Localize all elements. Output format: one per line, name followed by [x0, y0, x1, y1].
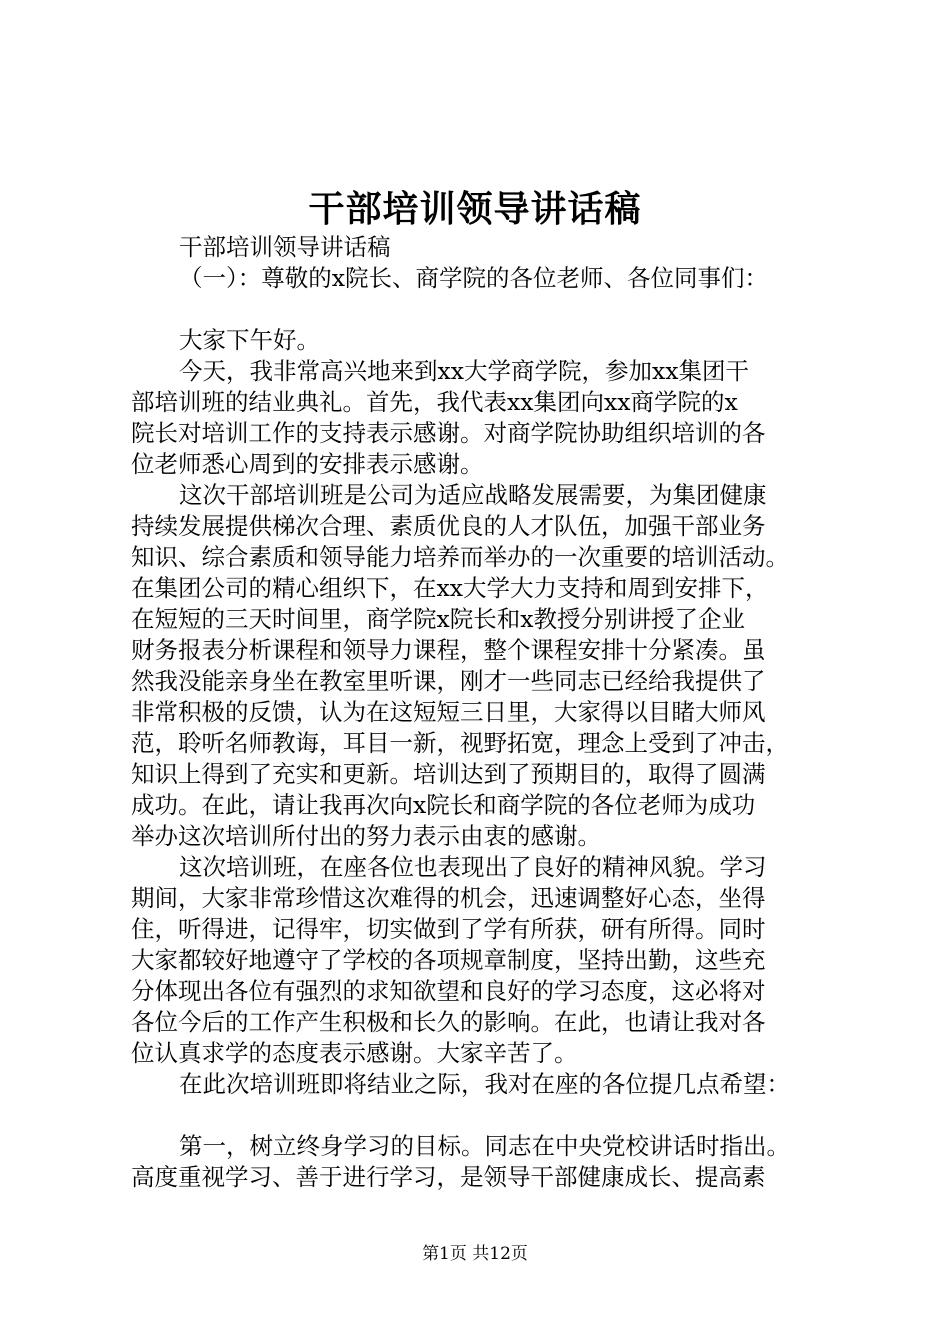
text-line: 在短短的三天时间里，商学院x院长和x教授分别讲授了企业 — [131, 605, 746, 633]
text-line: 知识上得到了充实和更新。培训达到了预期目的，取得了圆满 — [131, 760, 766, 788]
text-line: 范，聆听名师教诲，耳目一新，视野拓宽，理念上受到了冲击， — [131, 729, 789, 757]
text-line: 举办这次培训所付出的努力表示由衷的感谢。 — [131, 822, 601, 850]
text-line: 大家都较好地遵守了学校的各项规章制度，坚持出勤，这些充 — [131, 946, 766, 974]
text-line: 财务报表分析课程和领导力课程，整个课程安排十分紧凑。虽 — [131, 636, 766, 664]
text-line: 各位今后的工作产生积极和长久的影响。在此，也请让我对各 — [131, 1008, 766, 1036]
greeting: 大家下午好。 — [179, 326, 320, 354]
text-line: 这次培训班，在座各位也表现出了良好的精神风貌。学习 — [179, 853, 767, 881]
paragraph-gap — [131, 1100, 843, 1131]
text-line: 位认真求学的态度表示感谢。大家辛苦了。 — [131, 1039, 578, 1067]
document-title: 干部培训领导讲话稿 — [308, 188, 642, 230]
text-line: 院长对培训工作的支持表示感谢。对商学院协助组织培训的各 — [131, 419, 766, 447]
text-line: 住，听得进，记得牢，切实做到了学有所获，研有所得。同时 — [131, 915, 766, 943]
text-line: 知识、综合素质和领导能力培养而举办的一次重要的培训活动。 — [131, 543, 789, 571]
text-line: 第一，树立终身学习的目标。同志在中央党校讲话时指出。 — [179, 1132, 790, 1160]
text-line: 部培训班的结业典礼。首先，我代表xx集团向xx商学院的x — [131, 388, 738, 416]
text-line: 期间，大家非常珍惜这次难得的机会，迅速调整好心态，坐得 — [131, 884, 766, 912]
subtitle: 干部培训领导讲话稿 — [179, 233, 391, 261]
text-line: 在此次培训班即将结业之际，我对在座的各位提几点希望： — [179, 1070, 790, 1098]
text-line: 然我没能亲身坐在教室里听课，刚才一些同志已经给我提供了 — [131, 667, 766, 695]
text-line: 成功。在此，请让我再次向x院长和商学院的各位老师为成功 — [131, 791, 756, 819]
text-line: 持续发展提供梯次合理、素质优良的人才队伍，加强干部业务 — [131, 512, 766, 540]
text-line: 非常积极的反馈，认为在这短短三日里，大家得以目睹大师风 — [131, 698, 766, 726]
salutation: （一）：尊敬的x院长、商学院的各位老师、各位同事们： — [179, 264, 769, 292]
document-body — [131, 232, 843, 1193]
text-line: 这次干部培训班是公司为适应战略发展需要，为集团健康 — [179, 481, 767, 509]
paragraph-gap — [131, 294, 843, 325]
text-line: 在集团公司的精心组织下，在xx大学大力支持和周到安排下， — [131, 574, 769, 602]
text-line: 今天，我非常高兴地来到xx大学商学院，参加xx集团干 — [179, 357, 750, 385]
page-indicator: 第1页 共12页 — [422, 1244, 528, 1264]
text-line: 分体现出各位有强烈的求知欲望和良好的学习态度，这必将对 — [131, 977, 766, 1005]
text-line: 位老师悉心周到的安排表示感谢。 — [131, 450, 484, 478]
text-line: 高度重视学习、善于进行学习，是领导干部健康成长、提高素 — [131, 1163, 766, 1191]
